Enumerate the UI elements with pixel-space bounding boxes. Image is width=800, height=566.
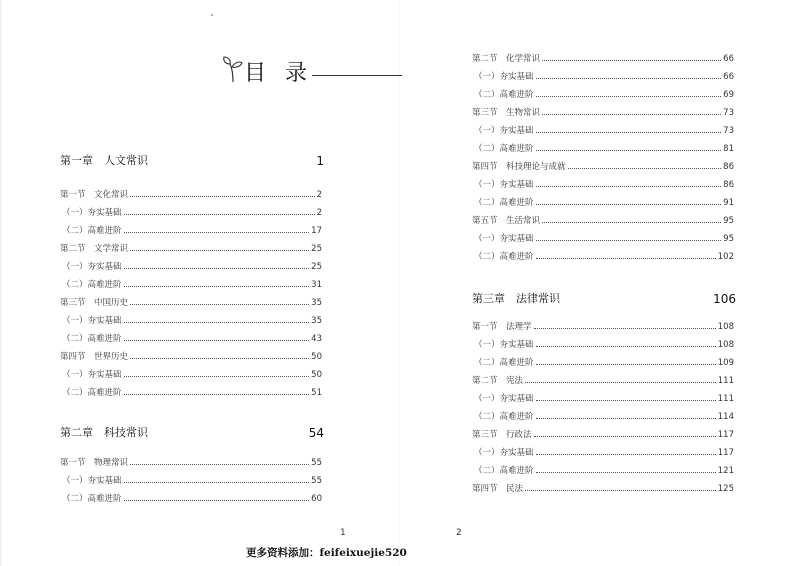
toc-entry: 第一节 物理常识 55 <box>60 458 322 468</box>
toc-entry: 第三节 中国历史 35 <box>60 298 322 308</box>
toc-entry: 第三节 行政法 117 <box>472 430 734 440</box>
toc-entry: （二）高难进阶 60 <box>62 494 322 504</box>
scan-speck <box>211 14 213 16</box>
page-number: 2 <box>456 528 462 538</box>
toc-entry: （一）夯实基础 86 <box>474 180 734 190</box>
toc-entry: 第二节 文学常识 25 <box>60 244 322 254</box>
chapter-page: 106 <box>713 292 736 306</box>
toc-entry: （一）夯实基础 117 <box>474 448 734 458</box>
toc-entry: （二）高难进阶 17 <box>62 226 322 236</box>
toc-entry: （二）高难进阶 81 <box>474 144 734 154</box>
toc-entry: （一）夯实基础 55 <box>62 476 322 486</box>
toc-entry: （一）夯实基础 2 <box>62 208 322 218</box>
toc-entry: 第四节 民法 125 <box>472 484 734 494</box>
toc-entry: （二）高难进阶 114 <box>474 412 734 422</box>
toc-entry: 第一节 法理学 108 <box>472 322 734 332</box>
toc-entry: （二）高难进阶 31 <box>62 280 322 290</box>
toc-entry: （一）夯实基础 111 <box>474 394 734 404</box>
toc-entry: （二）高难进阶 109 <box>474 358 734 368</box>
toc-entry: 第三节 生物常识 73 <box>472 108 734 118</box>
right-page <box>400 0 800 566</box>
chapter-label: 第二章 科技常识 <box>60 426 148 439</box>
toc-entry: 第二节 化学常识 66 <box>472 54 734 64</box>
chapter-label: 第三章 法律常识 <box>472 292 560 305</box>
toc-entry: 第四节 世界历史 50 <box>60 352 322 362</box>
sprout-icon <box>222 54 244 84</box>
toc-entry: （二）高难进阶 69 <box>474 90 734 100</box>
toc-entry: 第二节 宪法 111 <box>472 376 734 386</box>
footer-watermark-text: 更多资料添加：feifeixuejie520 <box>246 547 407 559</box>
toc-entry: （一）夯实基础 35 <box>62 316 322 326</box>
toc-entry: （一）夯实基础 50 <box>62 370 322 380</box>
toc-entry: （二）高难进阶 121 <box>474 466 734 476</box>
chapter-heading <box>472 290 736 306</box>
chapter-heading <box>60 424 324 440</box>
chapter-heading <box>60 152 324 168</box>
toc-entry: 第五节 生活常识 95 <box>472 216 734 226</box>
toc-entry: 第四节 科技理论与成就 86 <box>472 162 734 172</box>
page-number: 1 <box>340 528 346 538</box>
chapter-label: 第一章 人文常识 <box>60 154 148 167</box>
toc-entry: （二）高难进阶 43 <box>62 334 322 344</box>
toc-entry: 第一节 文化常识 2 <box>60 190 322 200</box>
title-underline <box>312 75 402 76</box>
toc-entry: （一）夯实基础 66 <box>474 72 734 82</box>
toc-entry: （一）夯实基础 95 <box>474 234 734 244</box>
toc-title: 目 录 <box>244 61 313 86</box>
toc-entry: （二）高难进阶 102 <box>474 252 734 262</box>
toc-entry: （一）夯实基础 25 <box>62 262 322 272</box>
toc-entry: （二）高难进阶 91 <box>474 198 734 208</box>
chapter-page: 1 <box>316 154 324 168</box>
toc-entry: （二）高难进阶 51 <box>62 388 322 398</box>
toc-entry: （一）夯实基础 73 <box>474 126 734 136</box>
toc-entry: （一）夯实基础 108 <box>474 340 734 350</box>
chapter-page: 54 <box>308 426 324 440</box>
